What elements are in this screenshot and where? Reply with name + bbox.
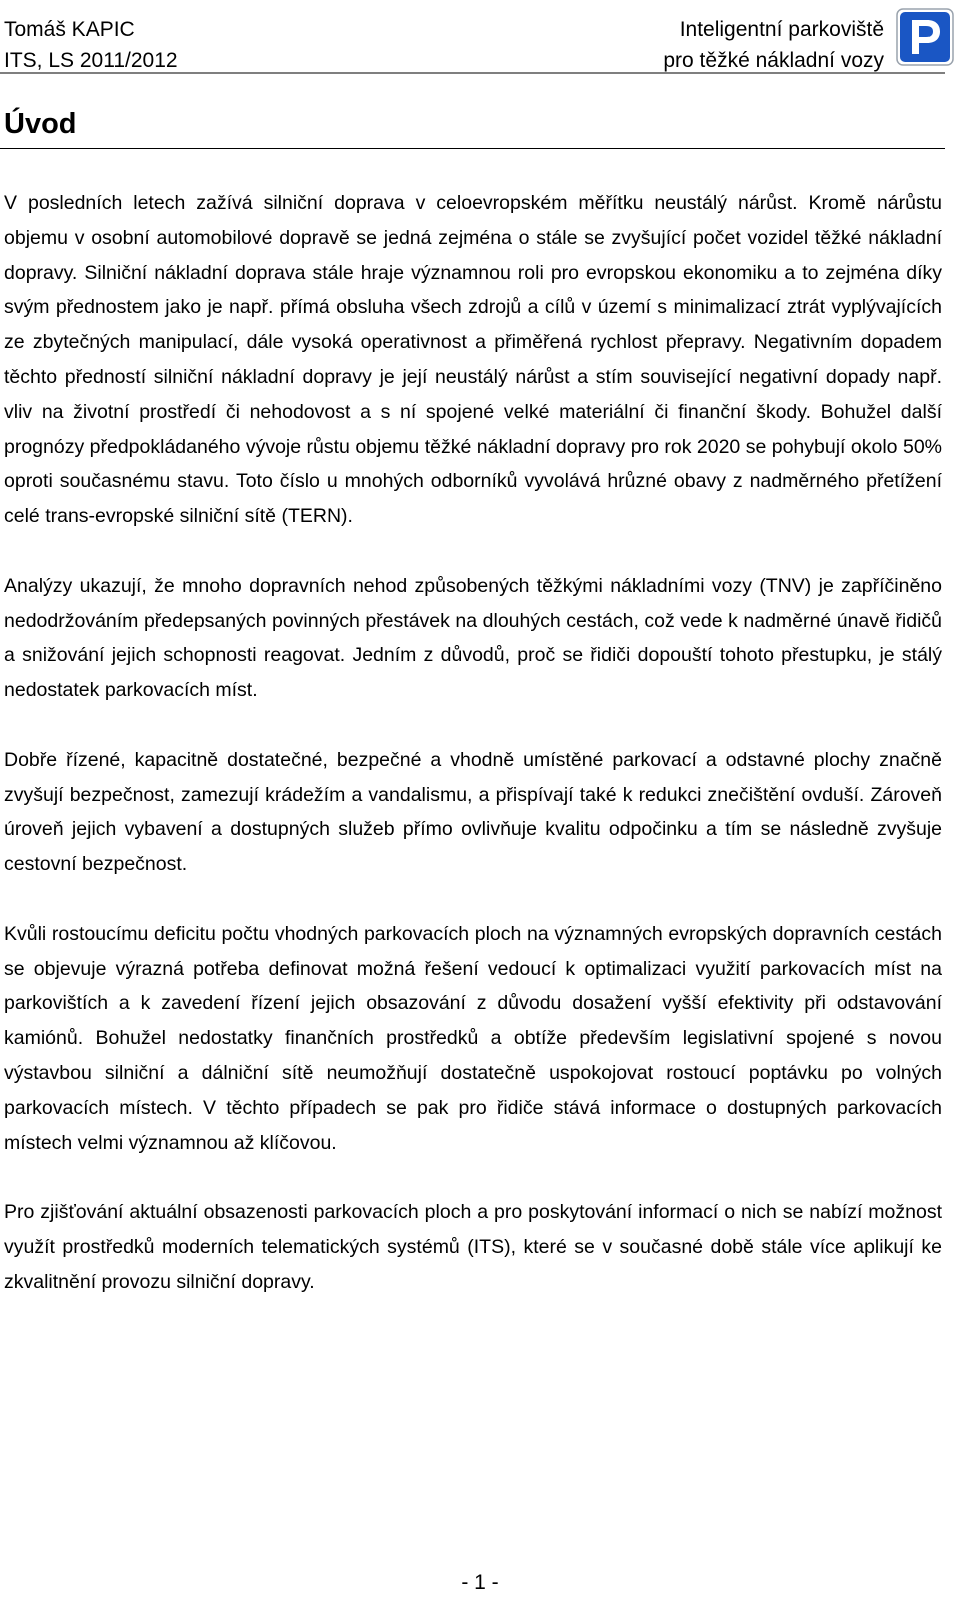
header-left [4,14,178,76]
author-name: Tomáš KAPIC [4,18,135,41]
document-title-line-2: pro těžké nákladní vozy [663,49,884,72]
parking-logo-icon [896,8,954,66]
paragraph: Dobře řízené, kapacitně dostatečné, bezpečné a vhodně umístěné parkovací a odstavné plochy značně zvyšují bezpečnost, zamezují krádežím a vandalismu, a přispívají také k redukci znečištění ovduší. Zároveň úroveň jejich vybavení a dostupných služeb přímo ovlivňuje kvalitu odpočinku a tím se následně zvyšuje cestovní bezpečnost. [4,748,942,876]
page-number: - 1 - [461,1571,499,1594]
section-title-rule [0,148,945,149]
paragraph: Kvůli rostoucímu deficitu počtu vhodných parkovacích ploch na významných evropských dopravních cestách se objevuje výrazná potřeba definovat možná řešení vedoucí k optimalizaci využití parkovacích míst na parkovištích a k zavedení řízení jejich obsazování z důvodu dosažení vyšší efektivity při odstavování kamiónů. Bohužel nedostatky finančních prostředků a obtíže především legislativní spojené s novou výstavbou silniční a dálniční sítě neumožňují dostatečně uspokojovat rostoucí poptávku po volných parkovacích místech. V těchto případech se pak pro řidiče stává informace o dostupných parkovacích místech velmi významnou až klíčovou. [4,922,942,1154]
header-rule [0,72,945,74]
paragraph: Analýzy ukazují, že mnoho dopravních nehod způsobených těžkými nákladními vozy (TNV) je zapříčiněno nedodržováním předepsaných povinných přestávek na dlouhých cestách, což vede k nadměrné únavě řidičů a snižování jejich schopnosti reagovat. Jedním z důvodů, proč se řidiči dopouští tohoto přestupku, je stálý nedostatek parkovacích míst. [4,574,942,702]
header-right [663,14,884,76]
document-title-line-1: Inteligentní parkoviště [679,18,884,41]
paragraph: Pro zjišťování aktuální obsazenosti parkovacích ploch a pro poskytování informací o nich se nabízí možnost využít prostředků moderních telematických systémů (ITS), které se v současné době stále více aplikují ke zkvalitnění provozu silniční dopravy. [4,1201,942,1293]
page-header [0,8,958,74]
section-title: Úvod [4,108,77,140]
body-text [4,186,942,1334]
course-label: ITS, LS 2011/2012 [4,49,178,72]
paragraph: V posledních letech zažívá silniční doprava v celoevropském měřítku neustálý nárůst. Kromě nárůstu objemu v osobní automobilové dopravě se jedná zejména o stále se zvyšující počet vozidel těžké nákladní dopravy. Silniční nákladní doprava stále hraje významnou roli pro evropskou ekonomiku a to zejména díky svým přednostem jako je např. přímá obsluha všech zdrojů a cílů v území s minimalizací ztrát vyplývajících ze zbytečných manipulací, dále vysoká operativnost a přiměřená rychlost přepravy. Negativním dopadem těchto předností silniční nákladní dopravy je její neustálý nárůst a stím související negativní dopady např. vliv na životní prostředí či nehodovost a s ní spojené velké materiální či finanční škody. Bohužel další prognózy předpokládaného vývoje růstu objemu těžké nákladní dopravy pro rok 2020 se pohybují okolo 50% oproti současnému stavu. Toto číslo u mnohých odborníků vyvolává hrůzné obavy z nadměrného přetížení celé trans-evropské silniční sítě (TERN). [4,192,942,528]
